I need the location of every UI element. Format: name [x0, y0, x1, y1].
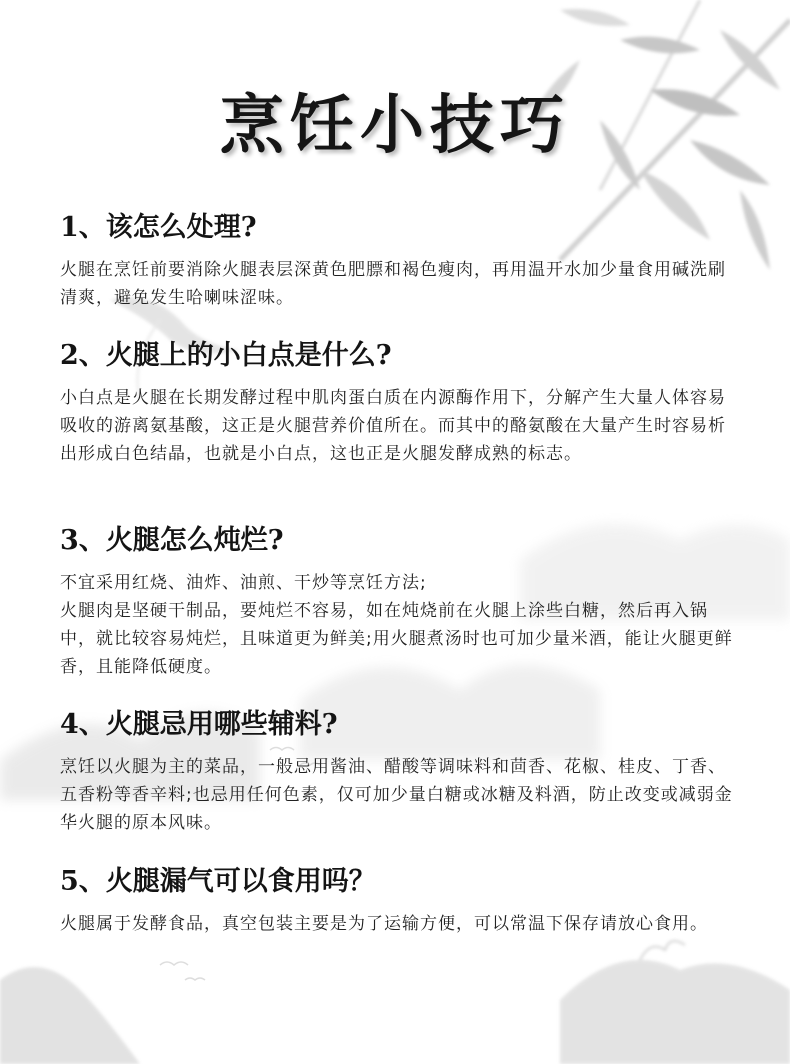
section-paragraph: 火腿在烹饪前要消除火腿表层深黄色肥膘和褐色瘦肉，再用温开水加少量食用碱洗刷清爽，避免发生哈喇味涩味。	[60, 260, 726, 308]
section-heading: 2、火腿上的小白点是什么?	[60, 340, 392, 371]
section-heading: 1、该怎么处理?	[60, 212, 257, 243]
section-3	[60, 523, 740, 681]
section-heading: 5、火腿漏气可以食用吗？	[60, 866, 376, 897]
section-1	[60, 210, 740, 312]
section-2	[60, 338, 740, 468]
section-heading: 4、火腿忌用哪些辅料?	[60, 709, 338, 740]
section-paragraph: 火腿属于发酵食品，真空包装主要是为了运输方便，可以常温下保存请放心食用。	[60, 914, 708, 934]
page-title: 烹饪小技巧	[220, 88, 570, 163]
bottom-mountain-decoration	[0, 941, 790, 1064]
section-heading: 3、火腿怎么炖烂?	[60, 525, 284, 556]
section-paragraph: 烹饪以火腿为主的菜品，一般忌用酱油、醋酸等调味料和茴香、花椒、桂皮、丁香、五香粉等香辛料;也忌用任何色素，仅可加少量白糖或冰糖及料酒，防止改变或减弱金华火腿的原本风味。	[60, 757, 733, 833]
section-4	[60, 707, 740, 837]
section-5	[60, 864, 740, 938]
section-paragraph: 火腿肉是坚硬干制品，要炖烂不容易，如在炖烧前在火腿上涂些白糖，然后再入锅中，就比较容易炖烂，且味道更为鲜美;用火腿煮汤时也可加少量米酒，能让火腿更鲜香，且能降低硬度。	[60, 601, 733, 677]
section-paragraph: 小白点是火腿在长期发酵过程中肌肉蛋白质在内源酶作用下，分解产生大量人体容易吸收的游离氨基酸，这正是火腿营养价值所在。而其中的酪氨酸在大量产生时容易析出形成白色结晶，也就是小白点，这也正是火腿发酵成熟的标志。	[60, 388, 726, 464]
section-paragraph: 不宜采用红烧、油炸、油煎、干炒等烹饪方法;	[60, 573, 427, 593]
